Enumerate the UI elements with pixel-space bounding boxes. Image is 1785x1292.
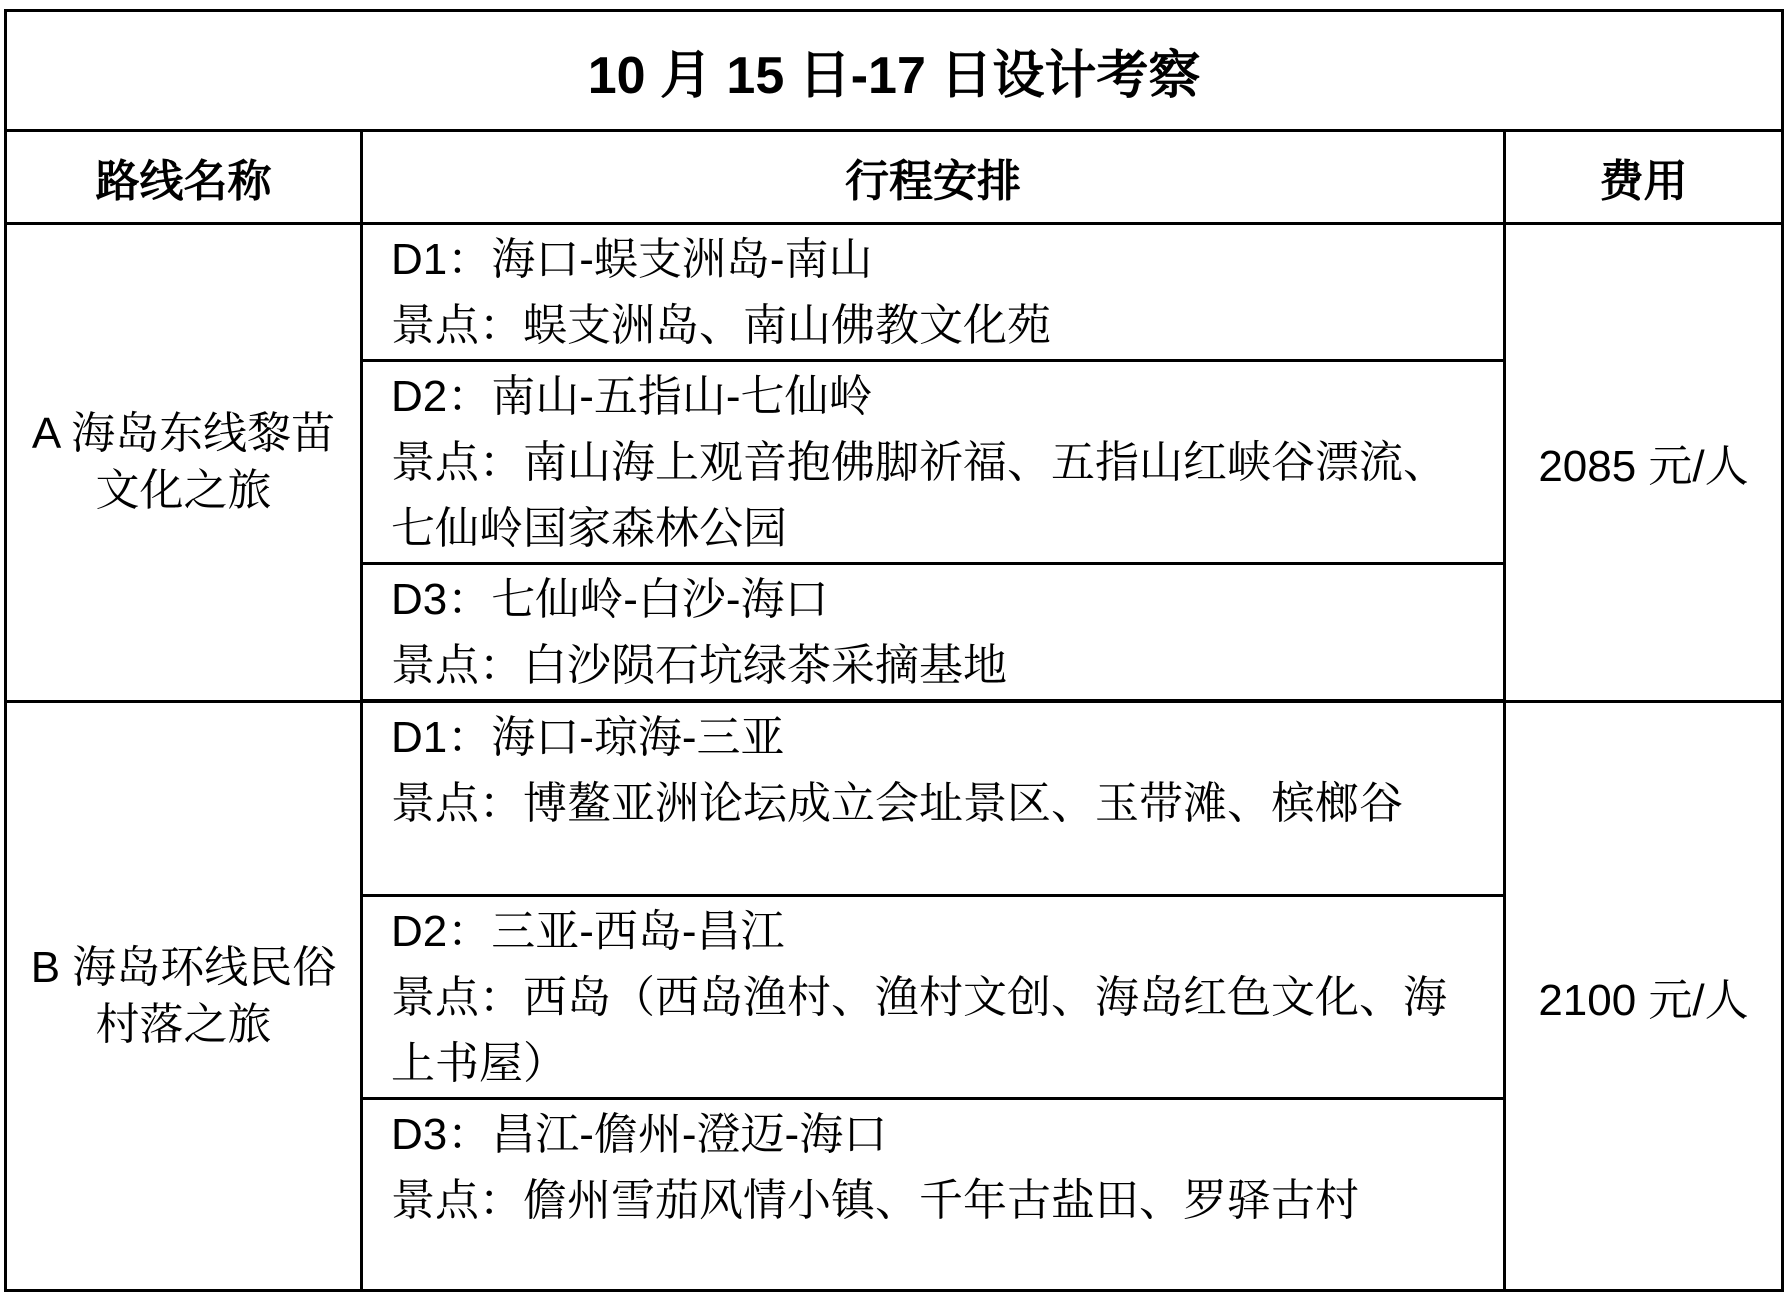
route-a-name-cell (6, 224, 362, 702)
route-b-day3-cell (362, 1098, 1505, 1290)
route-a-name: A 海岛东线黎苗文化之旅 (31, 409, 336, 516)
route-a-day3-cell (362, 564, 1505, 702)
route-a-day1-spots: 景点：蜈支洲岛、南山佛教文化苑 (391, 301, 1051, 350)
route-a-day2-cell (362, 361, 1505, 564)
route-a-cost: 2085 元/人 (1505, 224, 1783, 702)
route-b-name: B 海岛环线民俗村落之旅 (30, 942, 337, 1049)
route-b-cost: 2100 元/人 (1505, 701, 1783, 1290)
route-b-day2-spots: 景点：西岛（西岛渔村、渔村文创、海岛红色文化、海上书屋） (391, 972, 1447, 1088)
route-a-day1-cell (362, 224, 1505, 361)
col-header-itinerary: 行程安排 (362, 131, 1505, 224)
itinerary-table (4, 9, 1784, 1292)
route-b-day1-spots: 景点：博鳌亚洲论坛成立会址景区、玉带滩、槟榔谷 (391, 779, 1403, 828)
col-header-cost: 费用 (1505, 131, 1783, 224)
route-b-day2-cell (362, 895, 1505, 1098)
route-b-name-cell (6, 701, 362, 1290)
route-a-day1-row (6, 224, 1783, 361)
route-b-day3-route: D3：昌江-儋州-澄迈-海口 (391, 1109, 888, 1159)
route-a-day2-route: D2：南山-五指山-七仙岭 (391, 372, 873, 421)
route-a-day2-spots: 景点：南山海上观音抱佛脚祈福、五指山红峡谷漂流、七仙岭国家森林公园 (391, 438, 1447, 553)
route-a-day1-route: D1：海口-蜈支洲岛-南山 (391, 235, 873, 284)
route-b-day1-row (6, 701, 1783, 895)
route-b-day2-route: D2：三亚-西岛-昌江 (391, 906, 785, 956)
table-title: 10 月 15 日-17 日设计考察 (6, 11, 1783, 131)
route-b-day1-cell (362, 701, 1505, 895)
header-row (6, 131, 1783, 224)
route-a-day3-route: D3：七仙岭-白沙-海口 (391, 575, 829, 624)
col-header-route-name: 路线名称 (6, 131, 362, 224)
route-b-day3-spots: 景点：儋州雪茄风情小镇、千年古盐田、罗驿古村 (391, 1175, 1359, 1225)
title-row (6, 11, 1783, 131)
route-a-day3-spots: 景点：白沙陨石坑绿茶采摘基地 (391, 641, 1007, 690)
route-b-day1-route: D1：海口-琼海-三亚 (391, 713, 785, 762)
